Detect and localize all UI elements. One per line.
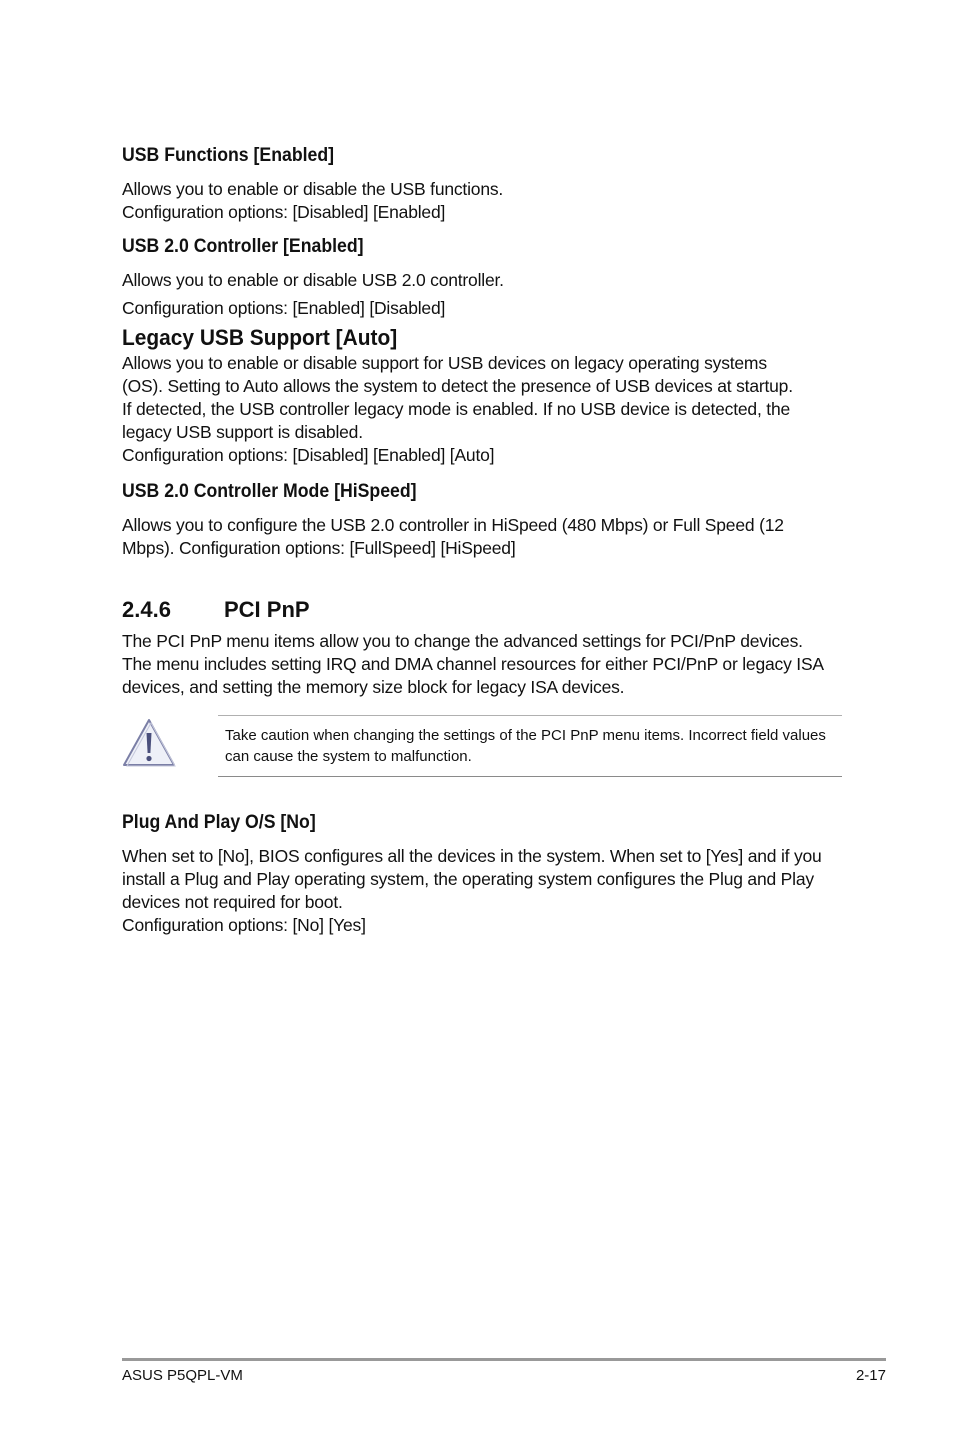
caution-note [122,715,842,777]
usb20-mode-heading: USB 2.0 Controller Mode [HiSpeed] [122,481,417,502]
plug-and-play-section [122,810,842,937]
plug-and-play-heading: Plug And Play O/S [No] [122,812,316,833]
usb-functions-options: Configuration options: [Disabled] [Enabled] [122,202,446,222]
legacy-usb-line: Allows you to enable or disable support for USB devices on legacy operating systems [122,353,767,373]
legacy-usb-heading: Legacy USB Support [Auto] [122,325,398,350]
footer-divider [122,1358,886,1361]
caution-icon-wrap [122,715,218,777]
pci-pnp-line: The PCI PnP menu items allow you to change the advanced settings for PCI/PnP devices. [122,631,803,651]
section-number: 2.4.6 [122,597,171,622]
pci-pnp-line: The menu includes setting IRQ and DMA channel resources for either PCI/PnP or legacy ISA [122,654,824,674]
usb20-controller-desc: Allows you to enable or disable USB 2.0 controller. [122,270,504,290]
usb20-mode-line: Mbps). Configuration options: [FullSpeed] [HiSpeed] [122,538,516,558]
usb20-mode-line: Allows you to configure the USB 2.0 controller in HiSpeed (480 Mbps) or Full Speed (12 [122,515,784,535]
caution-line: can cause the system to malfunction. [225,748,472,765]
page-content [122,143,842,937]
footer-page-number: 2-17 [855,1367,886,1384]
legacy-usb-section [122,324,842,467]
legacy-usb-line: If detected, the USB controller legacy mode is enabled. If no USB device is detected, the [122,399,791,419]
pci-pnp-title [122,596,842,624]
footer-product-name: ASUS P5QPL-VM [122,1367,243,1384]
legacy-usb-line: legacy USB support is disabled. [122,422,363,442]
pci-pnp-section [122,596,842,699]
plug-and-play-options: Configuration options: [No] [Yes] [122,915,366,935]
plug-and-play-line: install a Plug and Play operating system, the operating system configures the Plug and Play [122,869,814,889]
usb20-controller-heading: USB 2.0 Controller [Enabled] [122,236,364,257]
usb-functions-desc: Allows you to enable or disable the USB functions. [122,179,504,199]
caution-text-box [218,715,842,777]
usb20-mode-section [122,479,842,560]
usb-functions-section [122,143,842,224]
legacy-usb-line: (OS). Setting to Auto allows the system to detect the presence of USB devices at startup. [122,376,793,396]
usb20-controller-section [122,234,842,320]
plug-and-play-line: devices not required for boot. [122,892,343,912]
caution-line: Take caution when changing the settings of the PCI PnP menu items. Incorrect field values [225,727,826,744]
usb-functions-heading: USB Functions [Enabled] [122,145,335,166]
legacy-usb-options: Configuration options: [Disabled] [Enabled] [Auto] [122,445,495,465]
usb20-controller-options: Configuration options: [Enabled] [Disabled] [122,298,446,318]
section-title-text: PCI PnP [224,597,310,622]
warning-icon [122,717,176,767]
pci-pnp-line: devices, and setting the memory size block for legacy ISA devices. [122,677,625,697]
plug-and-play-line: When set to [No], BIOS configures all the devices in the system. When set to [Yes] and if you [122,846,822,866]
